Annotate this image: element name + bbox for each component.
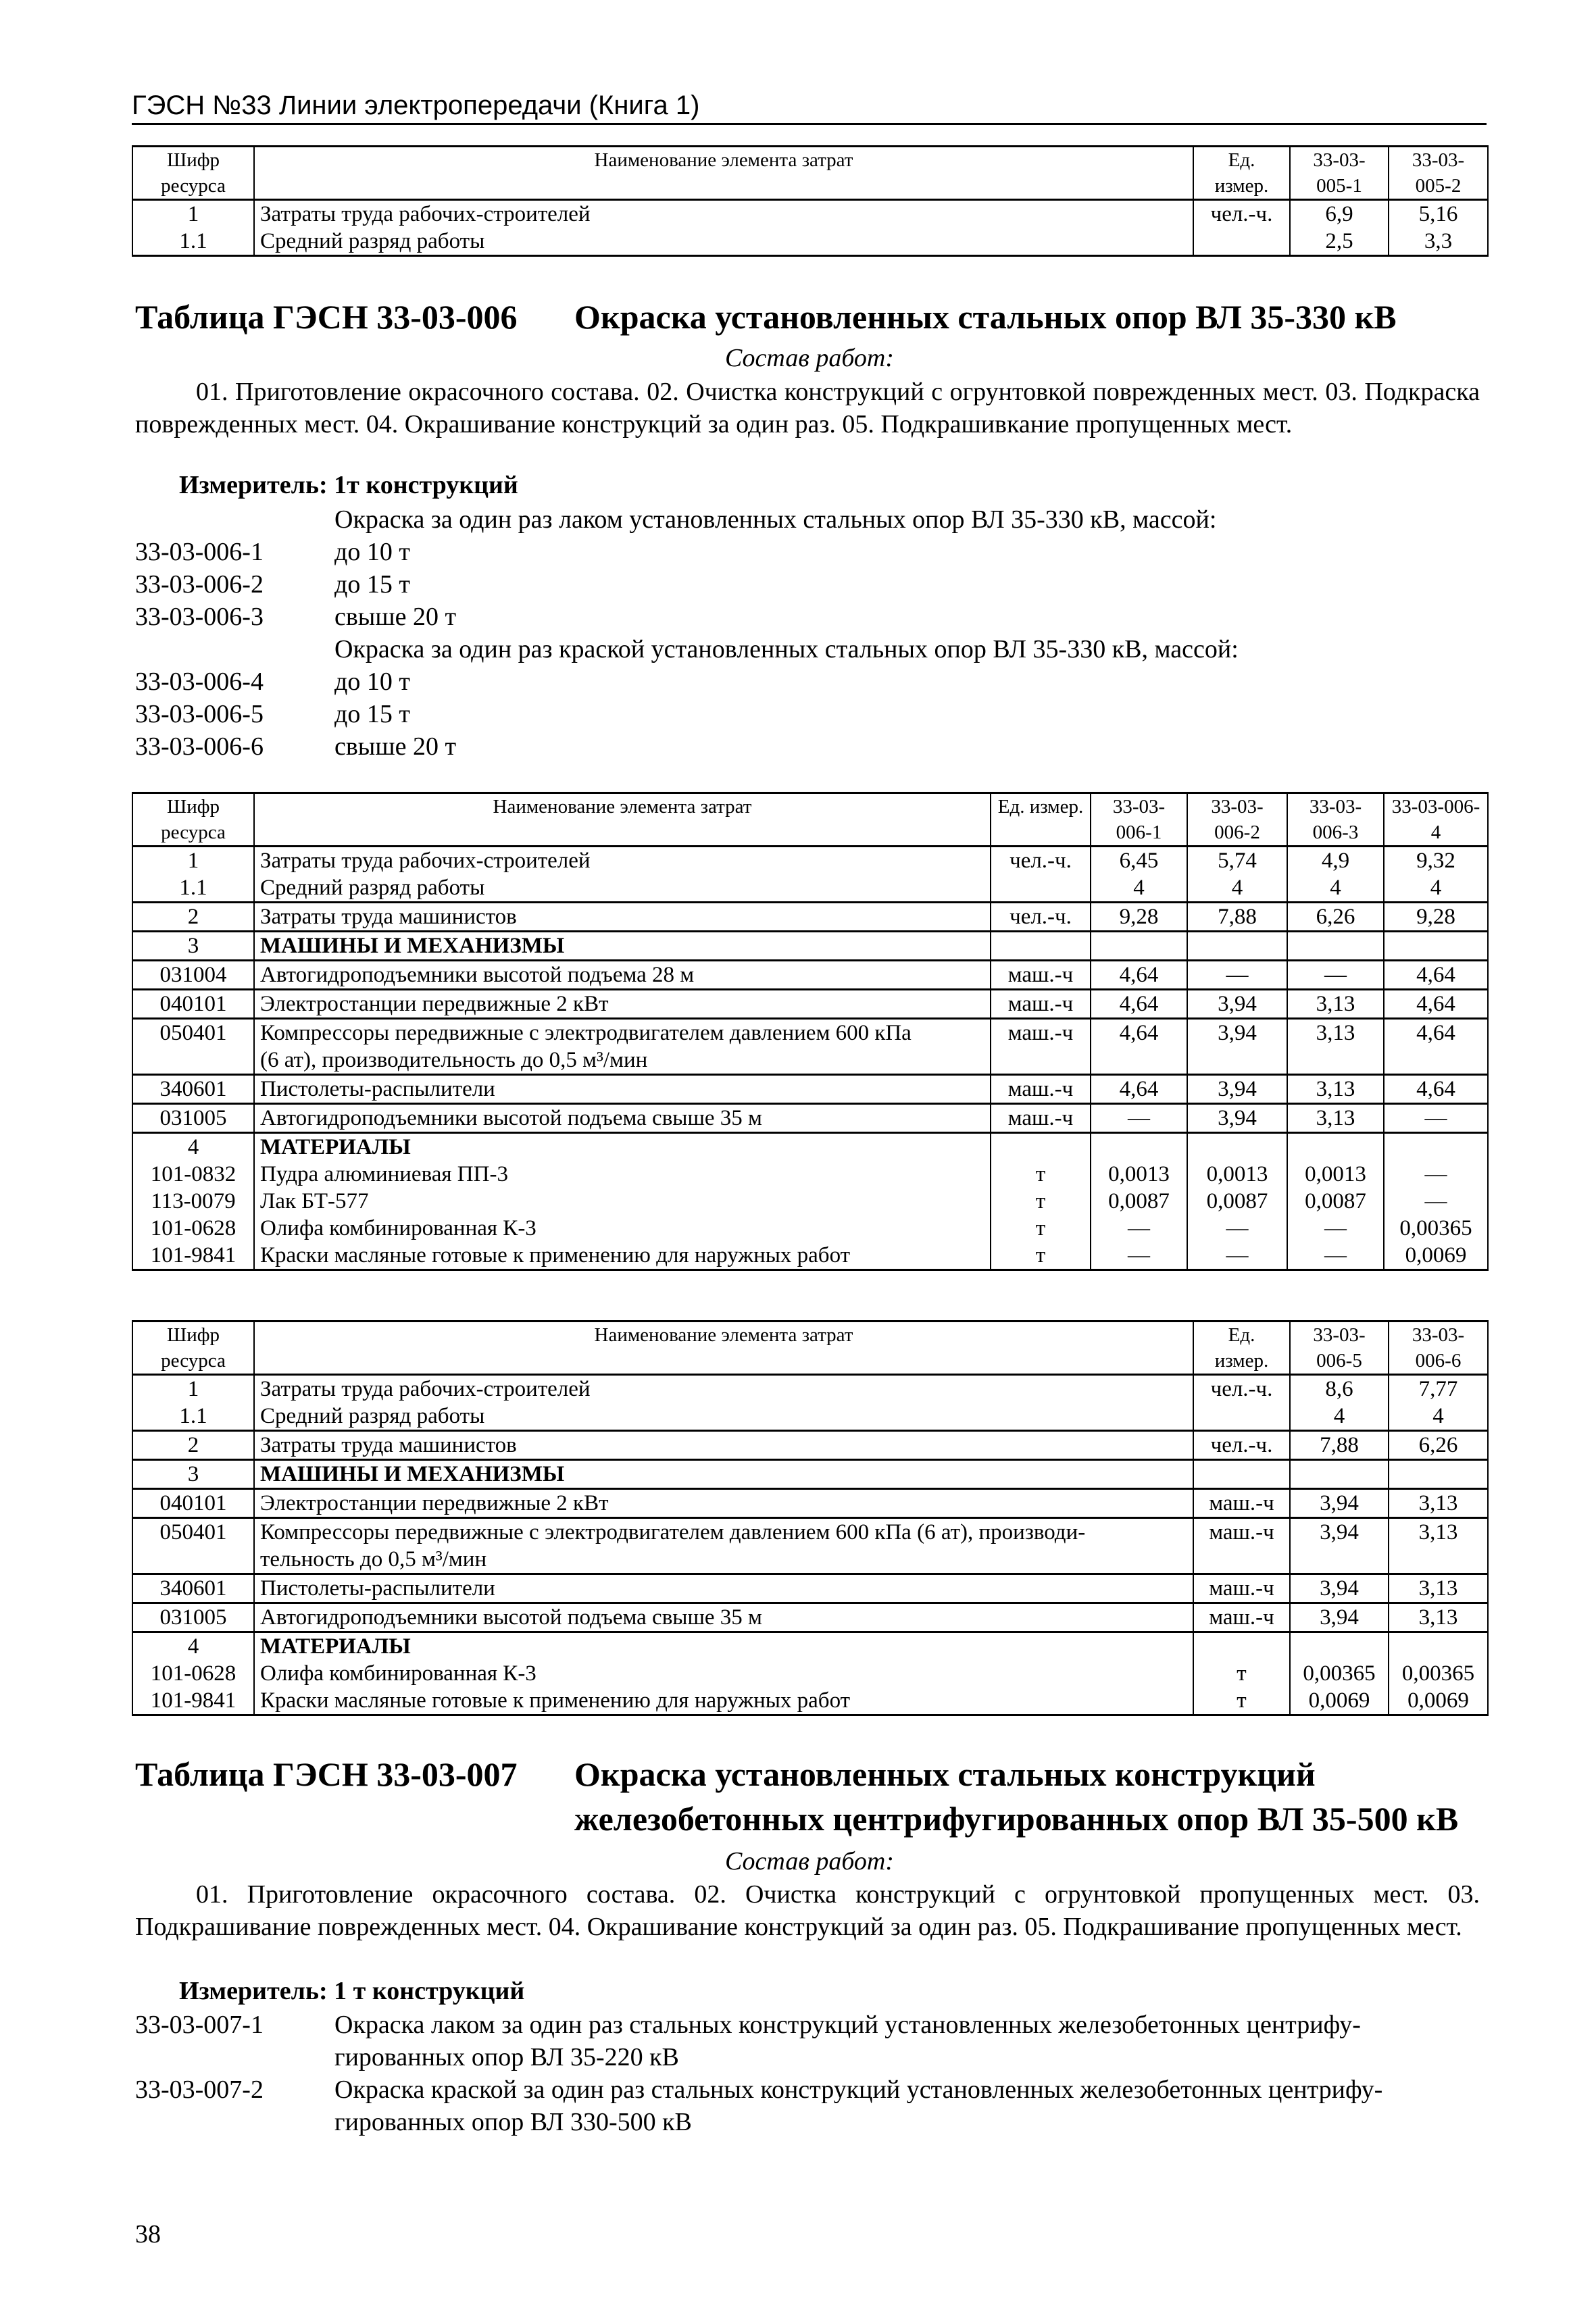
- table-cell: 4,64: [1091, 990, 1187, 1019]
- table-cell: Краски масляные готовые к применению для наружных работ: [254, 1242, 991, 1270]
- resource-table-006-5-6: [132, 1320, 1489, 1716]
- table-cell: тельность до 0,5 м³/мин: [254, 1546, 1193, 1574]
- table-cell: [1193, 1403, 1290, 1431]
- table-cell: маш.-ч: [1193, 1518, 1290, 1546]
- table-cell: 4: [1290, 1403, 1389, 1431]
- table-row: [132, 1161, 1488, 1188]
- table-cell: [1187, 1133, 1287, 1161]
- table-cell: чел.-ч.: [1193, 1431, 1290, 1460]
- table-cell: 5,74: [1187, 847, 1287, 875]
- table-cell: Затраты труда рабочих-строителей: [254, 200, 1193, 228]
- table-cell: [1287, 932, 1384, 961]
- table-cell: 6,9: [1290, 200, 1389, 228]
- item-text-line1: Окраска лаком за один раз стальных конструкций установленных железобетонных центрифу-: [334, 2011, 1361, 2039]
- table-cell: —: [1091, 1104, 1187, 1133]
- table-cell: 1.1: [132, 228, 254, 256]
- table-cell: 3,13: [1287, 1104, 1384, 1133]
- table-row: [132, 1489, 1488, 1518]
- table-cell: 4: [132, 1133, 254, 1161]
- table-006-title: Окраска установленных стальных опор ВЛ 35-330 кВ: [574, 298, 1397, 336]
- item-code: 33-03-006-1: [135, 538, 264, 566]
- table-cell: [1389, 1632, 1488, 1661]
- item-text: до 10 т: [334, 668, 410, 696]
- table-cell: [1389, 1460, 1488, 1489]
- item-code: 33-03-007-2: [135, 2076, 264, 2104]
- table-cell: [991, 932, 1091, 961]
- table-row: [132, 847, 1488, 875]
- table-cell: [132, 1047, 254, 1075]
- table-cell: 3,94: [1290, 1518, 1389, 1546]
- table-row: [132, 1431, 1488, 1460]
- table-cell: Пистолеты-распылители: [254, 1574, 1193, 1603]
- table-cell: 3,94: [1187, 1104, 1287, 1133]
- table-cell: —: [1187, 961, 1287, 990]
- table-cell: маш.-ч: [991, 1075, 1091, 1104]
- table-row: [132, 228, 1488, 256]
- table-row: [132, 1242, 1488, 1270]
- table-row: [132, 903, 1488, 932]
- table-006-measure: Измеритель: 1т конструкций: [179, 471, 518, 499]
- table-cell: Затраты труда машинистов: [254, 1431, 1193, 1460]
- table-cell: МАТЕРИАЛЫ: [254, 1133, 991, 1161]
- table-cell: т: [991, 1242, 1091, 1270]
- table-cell: 9,28: [1384, 903, 1488, 932]
- item-text: до 15 т: [334, 570, 410, 599]
- table-cell: [1384, 1133, 1488, 1161]
- column-header: 33-03-006-2: [1187, 793, 1287, 847]
- table-cell: чел.-ч.: [1193, 200, 1290, 228]
- table-cell: Автогидроподъемники высотой подъема свыше 35 м: [254, 1603, 1193, 1632]
- table-cell: Автогидроподъемники высотой подъема 28 м: [254, 961, 991, 990]
- table-cell: т: [991, 1161, 1091, 1188]
- table-cell: маш.-ч: [1193, 1574, 1290, 1603]
- table-cell: 3,94: [1187, 990, 1287, 1019]
- table-cell: [1384, 1047, 1488, 1075]
- table-cell: —: [1287, 961, 1384, 990]
- table-cell: 113-0079: [132, 1188, 254, 1215]
- table-cell: 0,0069: [1389, 1687, 1488, 1715]
- table-cell: МАШИНЫ И МЕХАНИЗМЫ: [254, 932, 991, 961]
- table-cell: Затраты труда рабочих-строителей: [254, 1375, 1193, 1403]
- table-cell: 0,0087: [1287, 1188, 1384, 1215]
- table-cell: [1187, 932, 1287, 961]
- table-cell: [1193, 1546, 1290, 1574]
- table-cell: 2: [132, 903, 254, 932]
- table-cell: Затраты труда рабочих-строителей: [254, 847, 991, 875]
- table-cell: 101-0628: [132, 1215, 254, 1242]
- table-cell: 3,13: [1389, 1603, 1488, 1632]
- table-cell: маш.-ч: [991, 1104, 1091, 1133]
- table-cell: Компрессоры передвижные с электродвигателем давлением 600 кПа (6 ат), производи-: [254, 1518, 1193, 1546]
- item-text-line2: гированных опор ВЛ 35-220 кВ: [334, 2043, 679, 2071]
- table-cell: 3,13: [1389, 1574, 1488, 1603]
- table-cell: 3,94: [1290, 1603, 1389, 1632]
- table-cell: 0,0069: [1290, 1687, 1389, 1715]
- table-cell: 4,64: [1384, 961, 1488, 990]
- table-cell: 3,94: [1187, 1019, 1287, 1047]
- table-cell: Лак БТ-577: [254, 1188, 991, 1215]
- table-cell: 1: [132, 1375, 254, 1403]
- table-cell: 3: [132, 1460, 254, 1489]
- table-cell: —: [1187, 1242, 1287, 1270]
- table-cell: чел.-ч.: [1193, 1375, 1290, 1403]
- table-cell: Краски масляные готовые к применению для наружных работ: [254, 1687, 1193, 1715]
- table-cell: 031005: [132, 1104, 254, 1133]
- table-cell: 0,0013: [1287, 1161, 1384, 1188]
- item-text-line2: гированных опор ВЛ 330-500 кВ: [334, 2108, 692, 2136]
- column-header: Наименование элемента затрат: [254, 147, 1193, 200]
- table-cell: [991, 874, 1091, 903]
- table-cell: 4,64: [1091, 961, 1187, 990]
- table-cell: 6,26: [1389, 1431, 1488, 1460]
- item-text: до 10 т: [334, 538, 410, 566]
- table-006-work-description: 01. Приготовление окрасочного состава. 02. Очистка конструкций с огрунтовкой поврежденных мест. 03. Подкраска поврежденных мест. 04. Окрашивание конструкций за один раз. 05. Подкрашивкание пропущенных мест.: [135, 378, 1480, 438]
- table-cell: —: [1187, 1215, 1287, 1242]
- table-cell: Автогидроподъемники высотой подъема свыше 35 м: [254, 1104, 991, 1133]
- table-cell: [1290, 1546, 1389, 1574]
- table-cell: маш.-ч: [991, 1019, 1091, 1047]
- table-cell: 3,13: [1287, 1019, 1384, 1047]
- table-cell: 9,32: [1384, 847, 1488, 875]
- table-cell: 7,88: [1187, 903, 1287, 932]
- table-header-row: [132, 147, 1488, 200]
- table-cell: 101-9841: [132, 1687, 254, 1715]
- table-cell: Олифа комбинированная К-3: [254, 1215, 991, 1242]
- table-cell: 031005: [132, 1603, 254, 1632]
- table-cell: маш.-ч: [1193, 1603, 1290, 1632]
- column-header: 33-03-006-4: [1384, 793, 1488, 847]
- table-cell: 2: [132, 1431, 254, 1460]
- table-007-title-line2: железобетонных центрифугированных опор ВЛ 35-500 кВ: [574, 1800, 1459, 1838]
- column-header: Ед. измер.: [1193, 1322, 1290, 1375]
- table-row: [132, 1133, 1488, 1161]
- table-cell: 050401: [132, 1518, 254, 1546]
- table-cell: [1384, 932, 1488, 961]
- table-cell: Средний разряд работы: [254, 1403, 1193, 1431]
- table-row: [132, 1019, 1488, 1047]
- table-row: [132, 1574, 1488, 1603]
- table-cell: [1389, 1546, 1488, 1574]
- table-cell: [991, 1047, 1091, 1075]
- table-cell: —: [1091, 1215, 1187, 1242]
- table-cell: [1187, 1047, 1287, 1075]
- table-cell: маш.-ч: [991, 961, 1091, 990]
- table-cell: т: [1193, 1660, 1290, 1687]
- table-cell: Пудра алюминиевая ПП-3: [254, 1161, 991, 1188]
- table-cell: [991, 1133, 1091, 1161]
- column-header: 33-03-006-1: [1091, 793, 1187, 847]
- table-cell: 4,64: [1091, 1019, 1187, 1047]
- table-cell: 2,5: [1290, 228, 1389, 256]
- table-cell: 1.1: [132, 874, 254, 903]
- item-text: свыше 20 т: [334, 732, 457, 761]
- table-row: [132, 200, 1488, 228]
- table-cell: чел.-ч.: [991, 847, 1091, 875]
- table-007-title-line1: Окраска установленных стальных конструкций: [574, 1755, 1316, 1793]
- table-cell: 7,77: [1389, 1375, 1488, 1403]
- table-row: [132, 1632, 1488, 1661]
- table-cell: [1290, 1460, 1389, 1489]
- column-header: Шифр ресурса: [132, 1322, 254, 1375]
- table-row: [132, 1375, 1488, 1403]
- table-cell: 031004: [132, 961, 254, 990]
- table-cell: Компрессоры передвижные с электродвигателем давлением 600 кПа: [254, 1019, 991, 1047]
- table-cell: 3,13: [1389, 1518, 1488, 1546]
- table-007-work-description: 01. Приготовление окрасочного состава. 02. Очистка конструкций с огрунтовкой пропущенных мест. 03. Подкрашивание поврежденных мест. 04. Окрашивание конструкций за один раз. 05. Подкрашивание пропущенных мест.: [135, 1880, 1480, 1941]
- table-cell: 3,13: [1389, 1489, 1488, 1518]
- table-cell: т: [1193, 1687, 1290, 1715]
- item-text-line1: Окраска краской за один раз стальных конструкций установленных железобетонных центрифу-: [334, 2076, 1383, 2104]
- item-code: 33-03-007-1: [135, 2011, 264, 2039]
- table-cell: 050401: [132, 1019, 254, 1047]
- item-code: 33-03-006-3: [135, 603, 264, 631]
- column-header: Ед. измер.: [991, 793, 1091, 847]
- table-cell: Олифа комбинированная К-3: [254, 1660, 1193, 1687]
- table-cell: —: [1384, 1188, 1488, 1215]
- table-007-work-heading: Состав работ:: [724, 1847, 895, 1876]
- table-cell: т: [991, 1215, 1091, 1242]
- table-cell: [1287, 1133, 1384, 1161]
- item-text: свыше 20 т: [334, 603, 457, 631]
- table-cell: 3,94: [1187, 1075, 1287, 1104]
- resource-table-006-1-4: [132, 792, 1489, 1271]
- table-cell: 3: [132, 932, 254, 961]
- column-header: 33-03-006-3: [1287, 793, 1384, 847]
- table-cell: МАТЕРИАЛЫ: [254, 1632, 1193, 1661]
- table-cell: 6,45: [1091, 847, 1187, 875]
- table-cell: 4: [1389, 1403, 1488, 1431]
- table-header-row: [132, 1322, 1488, 1375]
- table-cell: Электростанции передвижные 2 кВт: [254, 1489, 1193, 1518]
- table-cell: 340601: [132, 1075, 254, 1104]
- table-row: [132, 1603, 1488, 1632]
- table-cell: 4: [1287, 874, 1384, 903]
- item-code: 33-03-006-6: [135, 732, 264, 761]
- table-cell: чел.-ч.: [991, 903, 1091, 932]
- table-cell: Средний разряд работы: [254, 874, 991, 903]
- page-number: 38: [135, 2220, 161, 2248]
- table-cell: 101-0628: [132, 1660, 254, 1687]
- table-cell: 0,00365: [1389, 1660, 1488, 1687]
- table-cell: 4: [1187, 874, 1287, 903]
- column-header: Шифр ресурса: [132, 793, 254, 847]
- table-cell: [1193, 1632, 1290, 1661]
- table-cell: [132, 1546, 254, 1574]
- column-header: 33-03-006-5: [1290, 1322, 1389, 1375]
- table-cell: 6,26: [1287, 903, 1384, 932]
- table-cell: 040101: [132, 1489, 254, 1518]
- table-cell: 3,13: [1287, 990, 1384, 1019]
- table-cell: 0,0087: [1091, 1188, 1187, 1215]
- column-header: Шифр ресурса: [132, 147, 254, 200]
- item-text: до 15 т: [334, 700, 410, 728]
- column-header: 33-03-005-1: [1290, 147, 1389, 200]
- item-code: 33-03-006-2: [135, 570, 264, 599]
- column-header: 33-03-005-2: [1389, 147, 1488, 200]
- item-code: 33-03-006-5: [135, 700, 264, 728]
- table-cell: [1091, 1133, 1187, 1161]
- table-cell: 3,94: [1290, 1574, 1389, 1603]
- table-cell: маш.-ч: [991, 990, 1091, 1019]
- resource-table-005: [132, 145, 1489, 257]
- table-cell: —: [1384, 1161, 1488, 1188]
- running-header: ГЭСН №33 Линии электропередачи (Книга 1): [132, 89, 1487, 125]
- table-row: [132, 1215, 1488, 1242]
- table-row: [132, 1546, 1488, 1574]
- table-cell: Пистолеты-распылители: [254, 1075, 991, 1104]
- table-header-row: [132, 793, 1488, 847]
- table-cell: 4,64: [1384, 990, 1488, 1019]
- table-cell: 101-0832: [132, 1161, 254, 1188]
- table-cell: 4: [1384, 874, 1488, 903]
- table-cell: [1290, 1632, 1389, 1661]
- table-cell: 101-9841: [132, 1242, 254, 1270]
- table-cell: 7,88: [1290, 1431, 1389, 1460]
- table-cell: 5,16: [1389, 200, 1488, 228]
- table-cell: Электростанции передвижные 2 кВт: [254, 990, 991, 1019]
- table-cell: МАШИНЫ И МЕХАНИЗМЫ: [254, 1460, 1193, 1489]
- table-006-group-paint: Окраска за один раз краской установленных стальных опор ВЛ 35-330 кВ, массой:: [334, 635, 1239, 663]
- table-007-label: Таблица ГЭСН 33-03-007: [135, 1755, 518, 1793]
- table-cell: т: [991, 1188, 1091, 1215]
- table-row: [132, 1075, 1488, 1104]
- table-cell: 4,64: [1384, 1019, 1488, 1047]
- table-row: [132, 874, 1488, 903]
- column-header: Наименование элемента затрат: [254, 793, 991, 847]
- table-cell: 040101: [132, 990, 254, 1019]
- table-006-work-heading: Состав работ:: [724, 344, 895, 372]
- table-row: [132, 1188, 1488, 1215]
- table-cell: 0,0013: [1187, 1161, 1287, 1188]
- table-cell: (6 ат), производительность до 0,5 м³/мин: [254, 1047, 991, 1075]
- table-cell: 4: [132, 1632, 254, 1661]
- table-row: [132, 1047, 1488, 1075]
- table-006-group-lacquer: Окраска за один раз лаком установленных стальных опор ВЛ 35-330 кВ, массой:: [334, 505, 1217, 534]
- table-cell: 0,0069: [1384, 1242, 1488, 1270]
- table-cell: 3,3: [1389, 228, 1488, 256]
- table-cell: 8,6: [1290, 1375, 1389, 1403]
- table-cell: Затраты труда машинистов: [254, 903, 991, 932]
- table-cell: [1091, 932, 1187, 961]
- table-cell: 9,28: [1091, 903, 1187, 932]
- table-row: [132, 990, 1488, 1019]
- table-cell: 1: [132, 847, 254, 875]
- table-cell: 0,00365: [1290, 1660, 1389, 1687]
- table-cell: 3,13: [1287, 1075, 1384, 1104]
- table-row: [132, 1104, 1488, 1133]
- table-row: [132, 1518, 1488, 1546]
- table-cell: Средний разряд работы: [254, 228, 1193, 256]
- table-cell: 340601: [132, 1574, 254, 1603]
- table-row: [132, 932, 1488, 961]
- table-cell: 4,64: [1091, 1075, 1187, 1104]
- table-cell: [1091, 1047, 1187, 1075]
- table-cell: 3,94: [1290, 1489, 1389, 1518]
- table-row: [132, 1460, 1488, 1489]
- table-row: [132, 1687, 1488, 1715]
- table-cell: 0,0087: [1187, 1188, 1287, 1215]
- table-007-measure: Измеритель: 1 т конструкций: [179, 1977, 525, 2005]
- table-row: [132, 1403, 1488, 1431]
- table-row: [132, 961, 1488, 990]
- table-cell: 0,0013: [1091, 1161, 1187, 1188]
- table-cell: 1: [132, 200, 254, 228]
- column-header: 33-03-006-6: [1389, 1322, 1488, 1375]
- table-cell: [1193, 228, 1290, 256]
- table-cell: 4,64: [1384, 1075, 1488, 1104]
- table-cell: 4,9: [1287, 847, 1384, 875]
- table-cell: —: [1287, 1242, 1384, 1270]
- table-cell: [1287, 1047, 1384, 1075]
- column-header: Наименование элемента затрат: [254, 1322, 1193, 1375]
- table-cell: —: [1287, 1215, 1384, 1242]
- table-cell: 0,00365: [1384, 1215, 1488, 1242]
- table-cell: маш.-ч: [1193, 1489, 1290, 1518]
- table-cell: 4: [1091, 874, 1187, 903]
- item-code: 33-03-006-4: [135, 668, 264, 696]
- table-cell: 1.1: [132, 1403, 254, 1431]
- column-header: Ед. измер.: [1193, 147, 1290, 200]
- table-cell: —: [1384, 1104, 1488, 1133]
- table-006-label: Таблица ГЭСН 33-03-006: [135, 298, 518, 336]
- table-cell: —: [1091, 1242, 1187, 1270]
- table-cell: [1193, 1460, 1290, 1489]
- table-row: [132, 1660, 1488, 1687]
